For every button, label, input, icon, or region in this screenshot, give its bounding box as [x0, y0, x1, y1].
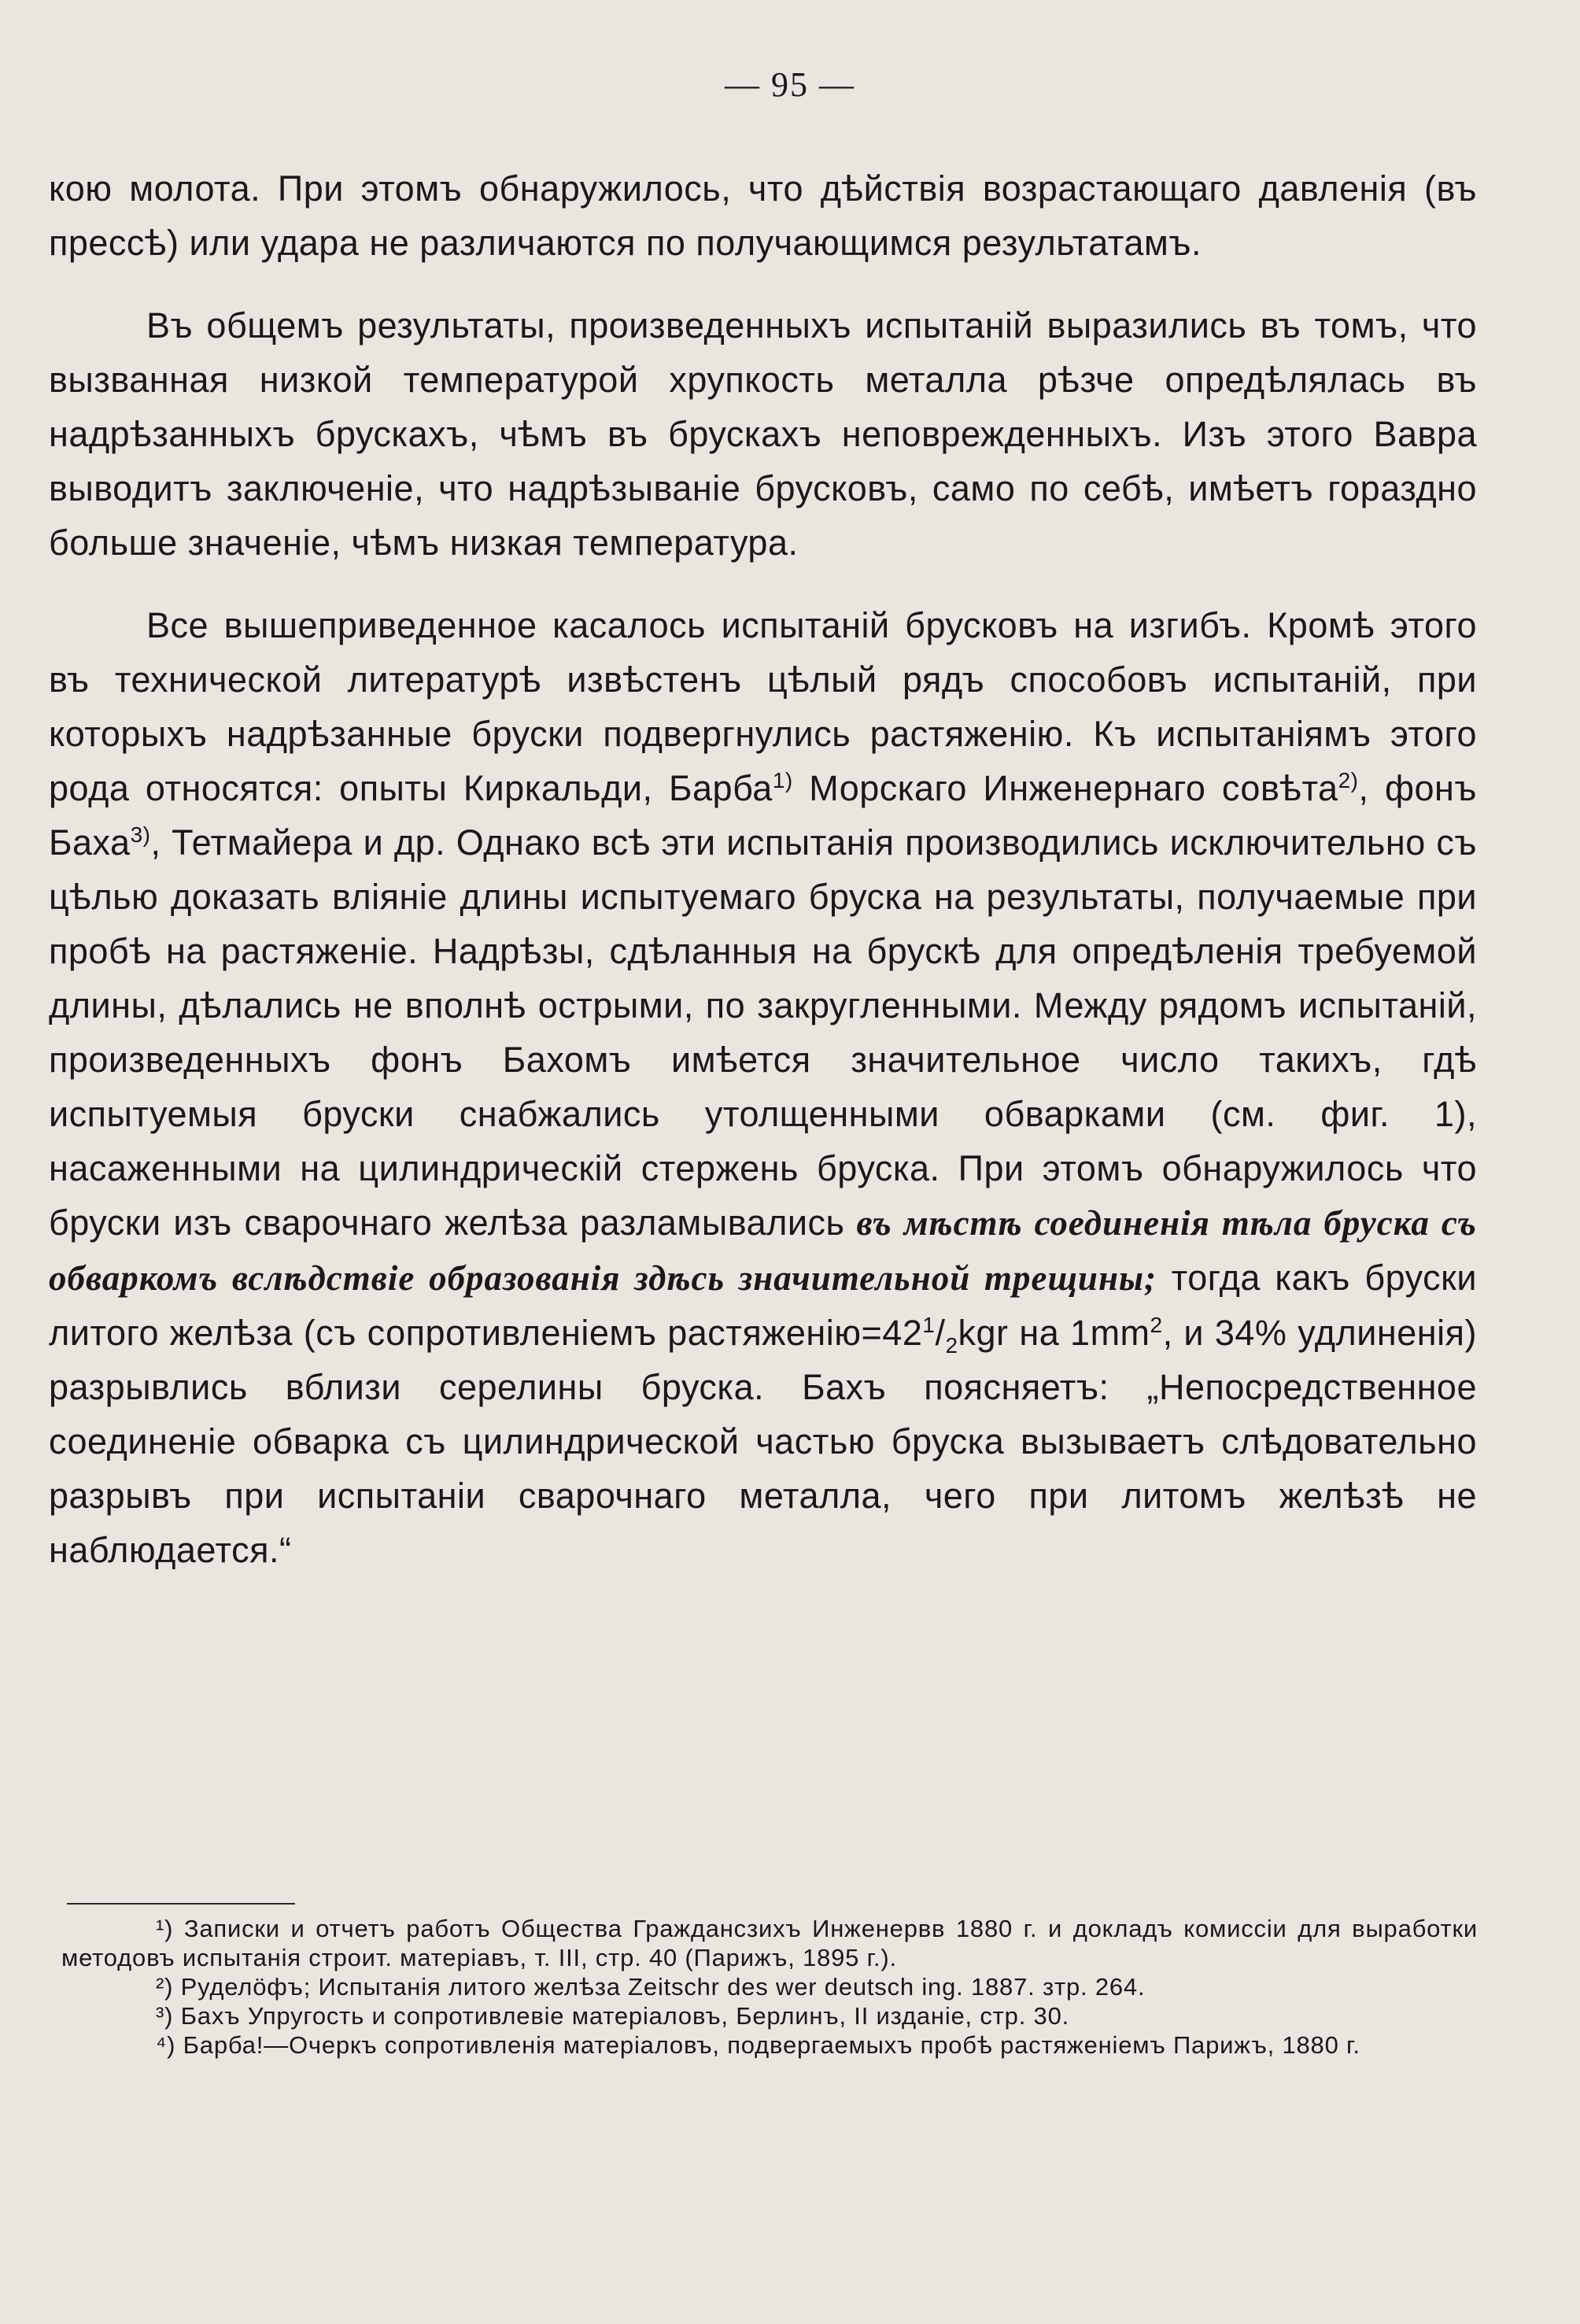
fraction-slash: /	[935, 1313, 946, 1353]
footnote-2: ²) Руделӧфъ; Испытанія литого желѣза Zeitschr des wer deutsch ing. 1887. зтр. 264.	[156, 1973, 1146, 2001]
footnote-ref-1: 1)	[772, 768, 793, 793]
footnotes	[61, 1914, 1478, 2060]
footnote-3: ³) Бахъ Упругость и сопротивлевіе матеріаловъ, Берлинъ, II изданіе, стр. 30.	[156, 2002, 1070, 2030]
paragraph-2: Въ общемъ результаты, произведенныхъ испытаній выразились въ томъ, что вызванная низкой температурой хрупкость металла рѣзче опредѣлялась въ надрѣзанныхъ брускахъ, чѣмъ въ брускахъ неповрежденныхъ. Изъ этого Вавра выводитъ заключеніе, что надрѣзываніе брусковъ, само по себѣ, имѣетъ гораздно больше значеніе, чѣмъ низкая температура.	[49, 305, 1477, 563]
paragraph-3-text-e: тогда какъ бруски литого желѣза (съ сопротивленіемъ растяженію=42	[49, 1258, 1477, 1353]
fraction-numerator: 1	[922, 1313, 936, 1337]
footnote-ref-3: 3)	[130, 822, 151, 847]
page-number: — 95 —	[725, 65, 855, 104]
footnote-4: ⁴) Барба!—Очеркъ сопротивленія матеріаловъ, подвергаемыхъ пробѣ растяженіемъ Парижъ, 1880 г.	[156, 2031, 1360, 2059]
square-exponent: 2	[1150, 1313, 1163, 1337]
fraction-denominator: 2	[945, 1333, 958, 1358]
paragraph-3-text-g: , и 34% удлиненія) разрывлись вблизи серелины бруска. Бахъ поясняетъ: „Непосредственное соединеніе обварка съ цилиндрической частью бруска вызываетъ слѣдовательно разрывъ при испытаніи сварочнаго металла, чего при литомъ желѣзѣ не наблюдается.“	[49, 1313, 1477, 1570]
paragraph-3	[49, 598, 1477, 1577]
paragraph-3-text-c: , фонъ Баха	[49, 768, 1477, 863]
paragraph-3-text-a: Все вышеприведенное касалось испытаній брусковъ на изгибъ. Кромѣ этого въ технической литературѣ извѣстенъ цѣлый рядъ способовъ испытаній, при которыхъ надрѣзанные бруски подвергнулись растяженію. Къ испытаніямъ этого рода относятся: опыты Киркальди, Барба	[49, 605, 1477, 808]
paragraph-3-text-b: Морскаго Инженернаго совѣта	[792, 768, 1338, 808]
paragraph-1: кою молота. При этомъ обнаружилось, что дѣйствія возрастающаго давленія (въ прессѣ) или удара не различаются по получающимся результатамъ.	[49, 168, 1477, 263]
footnote-divider	[67, 1903, 295, 1905]
paragraph-3-text-d: , Тетмайера и др. Однако всѣ эти испытанія производились исключительно съ цѣлью доказать вліяніе длины испытуемаго бруска на результаты, получаемые при пробѣ на растяженіе. Надрѣзы, сдѣланныя на брускѣ для опредѣленія требуемой длины, дѣлались не вполнѣ острыми, по закругленными. Между рядомъ испытаній, произведенныхъ фонъ Бахомъ имѣется значительное число такихъ, гдѣ испытуемыя бруски снабжались утолщенными обварками (см. фиг. 1), насаженными на цилиндрическій стержень бруска. При этомъ обнаружилось что бруски изъ сварочнаго желѣза разламывались	[49, 822, 1477, 1243]
footnote-ref-2: 2)	[1338, 768, 1359, 793]
footnote-1: ¹) Записки и отчетъ работъ Общества Граждансзихъ Инженервв 1880 г. и докладъ комиссіи для выработки методовъ испытанія строит. матеріавъ, т. III, стр. 40 (Парижъ, 1895 г.).	[61, 1915, 1478, 1971]
main-text	[49, 161, 1477, 1605]
paragraph-3-text-f: kgr на 1mm	[958, 1313, 1150, 1353]
italic-emphasis: въ мѣстѣ соединенія тѣла бруска съ обваркомъ вслѣдствіе образованія здѣсь значительной трещины;	[49, 1203, 1477, 1298]
